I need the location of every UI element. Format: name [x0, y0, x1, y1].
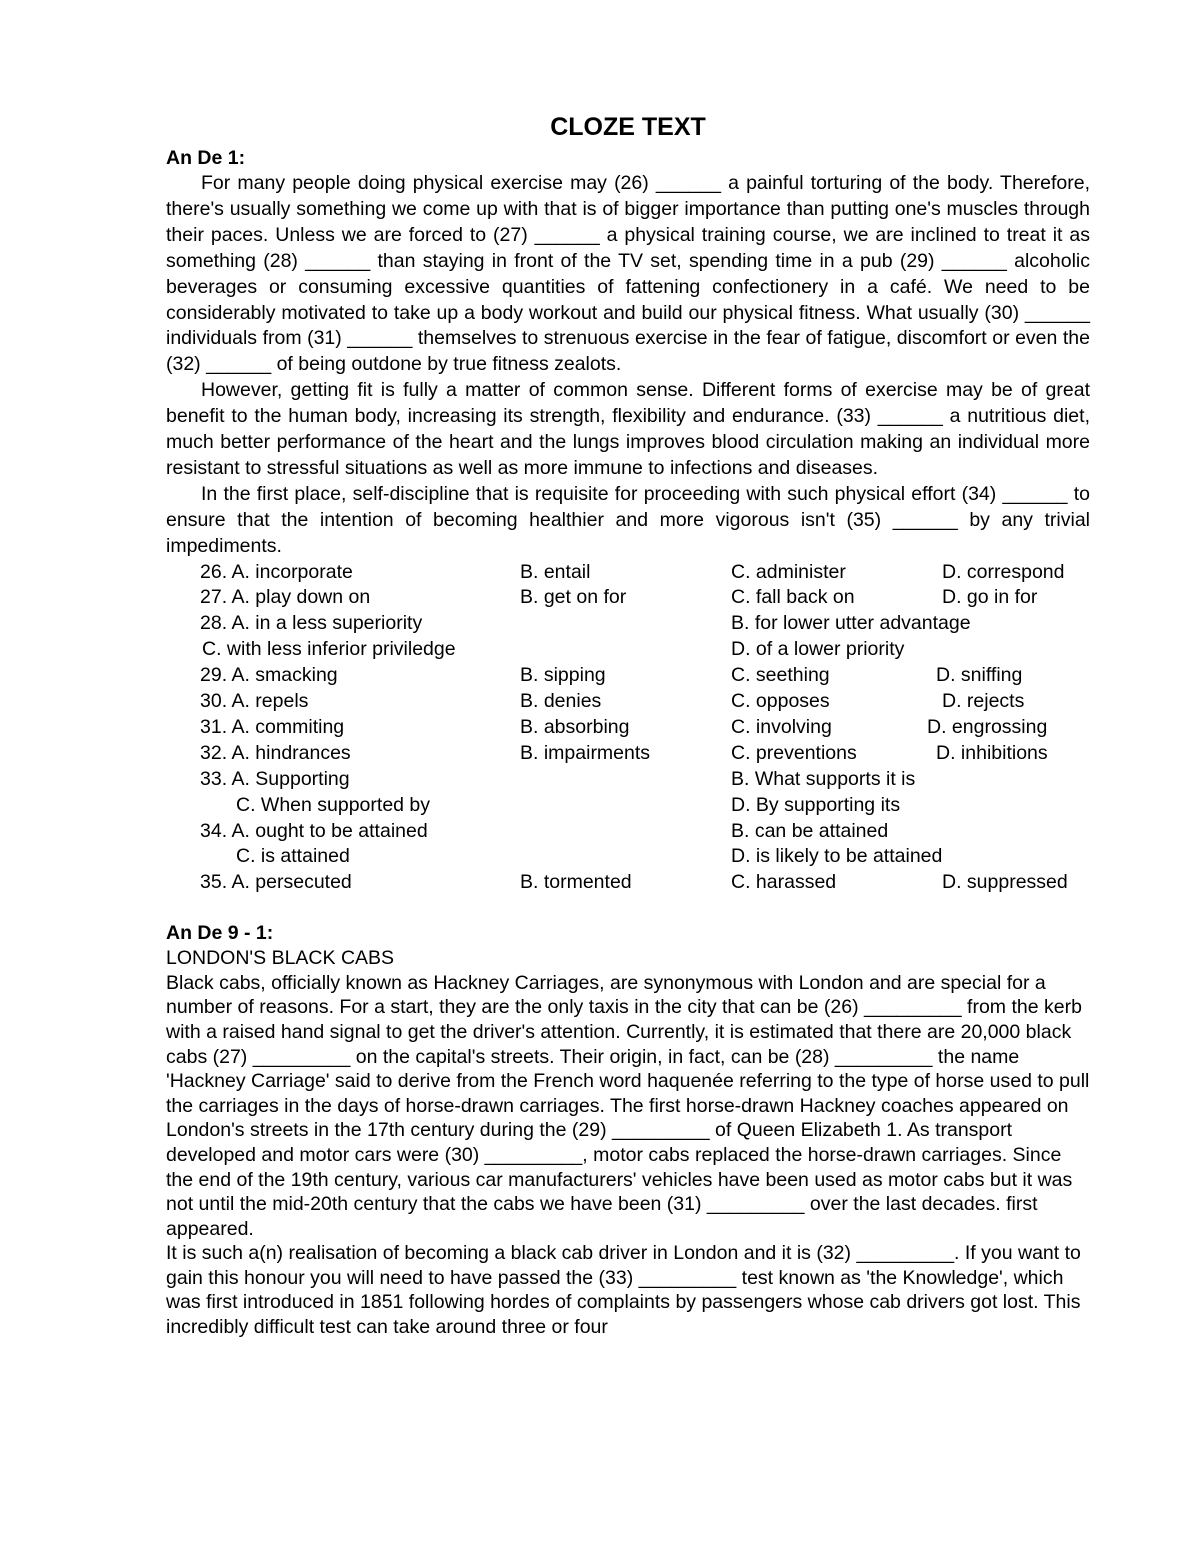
- option-b: B. entail: [520, 560, 591, 583]
- option-row-28b: [166, 637, 1090, 663]
- option-b: B. denies: [520, 690, 602, 713]
- answer-options: [166, 560, 1090, 897]
- option-c: C. preventions: [731, 741, 857, 764]
- section1-paragraph-3: In the first place, self-discipline that is requisite for proceeding with such physical effort (34) ______ to ensure that the intention of becoming healthier and more vigorous isn't (35) ______ by any trivial impediments.: [166, 482, 1090, 557]
- option-c: C. When supported by: [236, 793, 431, 816]
- option-d: D. inhibitions: [936, 741, 1048, 764]
- option-row-26: [166, 560, 1090, 586]
- option-c: C. opposes: [731, 690, 830, 713]
- section1-paragraph-2: However, getting fit is fully a matter of common sense. Different forms of exercise may be of great benefit to the human body, increasing its strength, flexibility and endurance. (33) ______ a nutritious diet, much better performance of the heart and the lungs improves blood circulation making an individual more resistant to stressful situations as well as more immune to infections and diseases.: [166, 379, 1090, 479]
- option-row-31: [166, 715, 1090, 741]
- option-row-35: [166, 870, 1090, 896]
- section2-paragraph-1: Black cabs, officially known as Hackney Carriages, are synonymous with London and are special for a number of reasons. For a start, they are the only taxis in the city that can be (26) _________ from the kerb with a raised hand signal to get the driver's attention. Currently, it is estimated that there are 20,000 black cabs (27) _________ on the capital's streets. Their origin, in fact, can be (28) _________ the name 'Hackney Carriage' said to derive from the French word haquenée referring to the type of horse used to pull the carriages in the days of horse-drawn carriages. The first horse-drawn Hackney coaches appeared on London's streets in the 17th century during the (29) _________ of Queen Elizabeth 1. As transport developed and motor cars were (30) _________, motor cabs replaced the horse-drawn carriages. Since the end of the 19th century, various car manufacturers' vehicles have been used as motor cabs but it was not until the mid-20th century that the cabs we have been (31) _________ over the last decades. first appeared.: [166, 971, 1090, 1240]
- option-row-34a: [166, 819, 1090, 845]
- option-row-32: [166, 741, 1090, 767]
- page-title: CLOZE TEXT: [550, 113, 706, 141]
- option-row-33a: [166, 767, 1090, 793]
- option-b: B. impairments: [520, 741, 651, 764]
- option-d: D. rejects: [942, 690, 1025, 713]
- option-a: 27. A. play down on: [200, 586, 371, 609]
- option-c: C. harassed: [731, 871, 837, 894]
- option-d: D. engrossing: [927, 715, 1048, 738]
- option-c: C. involving: [731, 715, 832, 738]
- option-a: 34. A. ought to be attained: [200, 819, 428, 842]
- option-row-27: [166, 585, 1090, 611]
- option-d: D. correspond: [942, 560, 1065, 583]
- option-a: 29. A. smacking: [200, 664, 338, 687]
- option-a: 28. A. in a less superiority: [200, 612, 423, 635]
- option-d: D. go in for: [942, 586, 1038, 609]
- option-row-30: [166, 689, 1090, 715]
- option-d: D. suppressed: [942, 871, 1068, 894]
- option-d: D. of a lower priority: [731, 638, 905, 661]
- option-a: 30. A. repels: [200, 690, 309, 713]
- document-page: [166, 110, 1090, 1340]
- option-b: B. get on for: [520, 586, 627, 609]
- option-row-29: [166, 663, 1090, 689]
- option-a: 33. A. Supporting: [200, 767, 350, 790]
- option-a: 26. A. incorporate: [200, 560, 353, 583]
- option-d: D. sniffing: [936, 664, 1023, 687]
- option-b: B. tormented: [520, 871, 632, 894]
- option-row-33b: [166, 793, 1090, 819]
- section1-paragraph-1: For many people doing physical exercise may (26) ______ a painful torturing of the body. Therefore, there's usually something we come up with that is of bigger importance than putting one's muscles through their paces. Unless we are forced to (27) ______ a physical training course, we are inclined to treat it as something (28) ______ than staying in front of the TV set, spending time in a pub (29) ______ alcoholic beverages or consuming excessive quantities of fattening confectionery in a café. We need to be considerably motivated to take up a body workout and build our physical fitness. What usually (30) ______ individuals from (31) ______ themselves to strenuous exercise in the fear of fatigue, discomfort or even the (32) ______ of being outdone by true fitness zealots.: [166, 172, 1090, 376]
- option-row-34b: [166, 844, 1090, 870]
- option-a: 35. A. persecuted: [200, 871, 352, 894]
- section2-subtitle: LONDON'S BLACK CABS: [166, 947, 395, 970]
- option-c: C. with less inferior priviledge: [202, 638, 456, 661]
- section2-heading: An De 9 - 1:: [166, 922, 274, 945]
- option-b: B. sipping: [520, 664, 606, 687]
- option-d: D. By supporting its: [731, 793, 901, 816]
- option-c: C. administer: [731, 560, 846, 583]
- option-a: 32. A. hindrances: [200, 741, 351, 764]
- section1-heading: An De 1:: [166, 147, 246, 169]
- option-b: B. for lower utter advantage: [731, 612, 971, 635]
- option-c: C. seething: [731, 664, 830, 687]
- option-d: D. is likely to be attained: [731, 845, 943, 868]
- option-c: C. fall back on: [731, 586, 855, 609]
- option-row-28a: [166, 611, 1090, 637]
- section2-paragraph-2: It is such a(n) realisation of becoming a black cab driver in London and it is (32) _________. If you want to gain this honour you will need to have passed the (33) _________ test known as 'the Knowledge', which was first introduced in 1851 following hordes of complaints by passengers whose cab drivers got lost. This incredibly difficult test can take around three or four: [166, 1242, 1081, 1339]
- option-b: B. What supports it is: [731, 767, 916, 790]
- option-b: B. can be attained: [731, 819, 889, 842]
- option-a: 31. A. commiting: [200, 715, 345, 738]
- option-b: B. absorbing: [520, 715, 630, 738]
- option-c: C. is attained: [236, 845, 350, 868]
- section-gap: [166, 896, 1090, 920]
